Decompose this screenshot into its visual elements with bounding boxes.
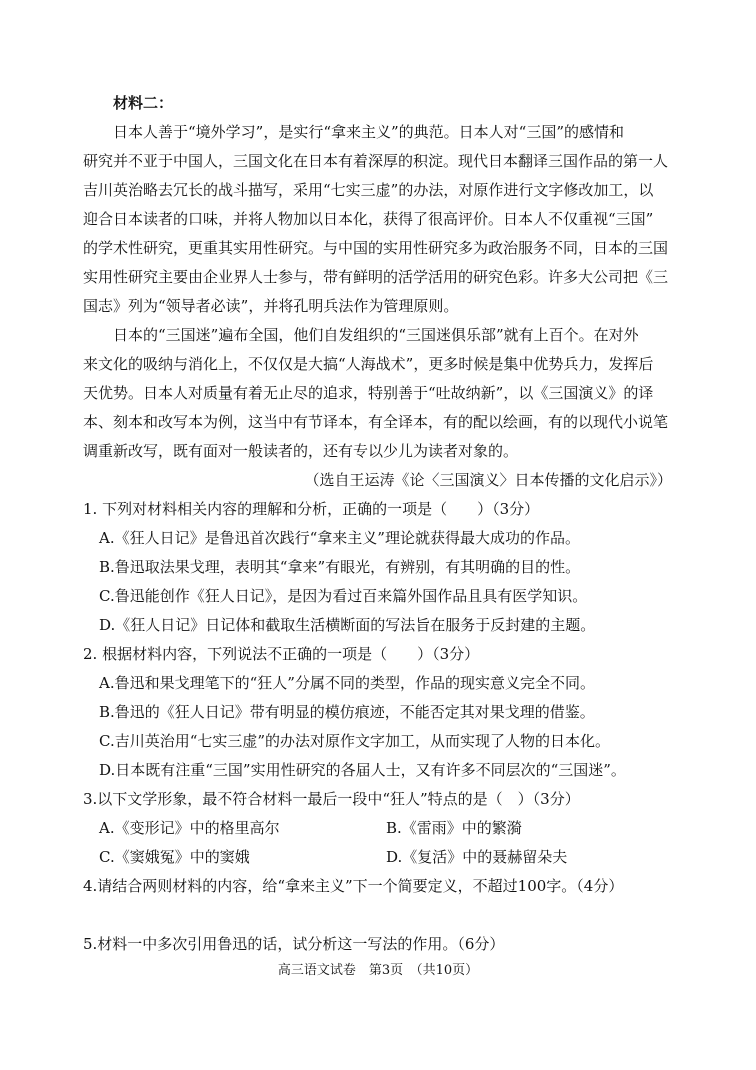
question-1-option-d: D.《狂人日记》日记体和截取生活横断面的写法旨在服务于反封建的主题。 <box>99 616 596 634</box>
question-1-option-a: A.《狂人日记》是鲁迅首次践行“拿来主义”理论就获得最大成功的作品。 <box>99 529 580 547</box>
question-5-stem: 5.材料一中多次引用鲁迅的话，试分析这一写法的作用。（6分） <box>83 935 505 953</box>
paragraph-1-line-7: 国志》列为“领导者必读”，并将孔明兵法作为管理原则。 <box>83 297 459 315</box>
question-3-option-a: A.《变形记》中的格里高尔 <box>99 819 280 837</box>
question-1-option-c: C.鲁迅能创作《狂人日记》，是因为看过百来篇外国作品且具有医学知识。 <box>99 587 588 605</box>
paragraph-2-line-3: 天优势。日本人对质量有着无止尽的追求，特别善于“吐故纳新”，以《三国演义》的译 <box>83 384 654 402</box>
question-3-stem: 3.以下文学形象，最不符合材料一最后一段中“狂人”特点的是（ ）（3分） <box>83 790 580 808</box>
paragraph-1-line-3: 吉川英治略去冗长的战斗描写，采用“七实三虚”的办法，对原作进行文字修改加工，以 <box>83 181 654 199</box>
paragraph-2-line-4: 本、刻本和改写本为例，这当中有节译本，有全译本，有的配以绘画，有的以现代小说笔 <box>83 413 669 431</box>
question-1-option-b: B.鲁迅取法果戈理，表明其“拿来”有眼光，有辨别，有其明确的目的性。 <box>99 558 581 576</box>
paragraph-1-line-5: 的学术性研究，更重其实用性研究。与中国的实用性研究多为政治服务不同，日本的三国 <box>83 239 669 257</box>
paragraph-1-line-1: 日本人善于“境外学习”，是实行“拿来主义”的典范。日本人对“三国”的感情和 <box>113 123 625 141</box>
question-2-stem: 2. 根据材料内容，下列说法不正确的一项是（ ）（3分） <box>83 645 480 663</box>
paragraph-1-line-6: 实用性研究主要由企业界人士参与，带有鲜明的活学活用的研究色彩。许多大公司把《三 <box>83 268 669 286</box>
question-3-option-d: D.《复活》中的聂赫留朵夫 <box>386 848 568 866</box>
paragraph-1-line-2: 研究并不亚于中国人，三国文化在日本有着深厚的积淀。现代日本翻译三国作品的第一人 <box>83 152 669 170</box>
question-3-option-b: B.《雷雨》中的繁漪 <box>386 819 522 837</box>
page-footer: 高三语文试卷 第3页 （共10页） <box>277 963 479 978</box>
paragraph-1-line-4: 迎合日本读者的口味，并将人物加以日本化，获得了很高评价。日本人不仅重视“三国” <box>83 210 654 228</box>
paragraph-2-line-2: 来文化的吸纳与消化上，不仅仅是大搞“人海战术”，更多时候是集中优势兵力，发挥后 <box>83 355 654 373</box>
question-4-stem: 4.请结合两则材料的内容，给“拿来主义”下一个简要定义，不超过100字。（4分） <box>83 877 624 895</box>
paragraph-2-line-1: 日本的“三国迷”遍布全国，他们自发组织的“三国迷俱乐部”就有上百个。在对外 <box>113 326 639 344</box>
question-2-option-d: D.日本既有注重“三国”实用性研究的各届人士，又有许多不同层次的“三国迷”。 <box>99 761 626 779</box>
source-citation: （选自王运涛《论〈三国演义〉日本传播的文化启示》） <box>304 471 672 489</box>
section-heading: 材料二： <box>113 94 174 112</box>
question-3-option-c: C.《窦娥冤》中的窦娥 <box>99 848 250 866</box>
question-2-option-a: A.鲁迅和果戈理笔下的“狂人”分属不同的类型，作品的现实意义完全不同。 <box>99 674 595 692</box>
paragraph-2-line-5: 调重新改写，既有面对一般读者的，还有专以少儿为读者对象的。 <box>83 442 519 460</box>
question-2-option-b: B.鲁迅的《狂人日记》带有明显的模仿痕迹，不能否定其对果戈理的借鉴。 <box>99 703 595 721</box>
question-1-stem: 1. 下列对材料相关内容的理解和分析，正确的一项是（ ）（3分） <box>83 500 540 518</box>
question-2-option-c: C.吉川英治用“七实三虚”的办法对原作文字加工，从而实现了人物的日本化。 <box>99 732 611 750</box>
